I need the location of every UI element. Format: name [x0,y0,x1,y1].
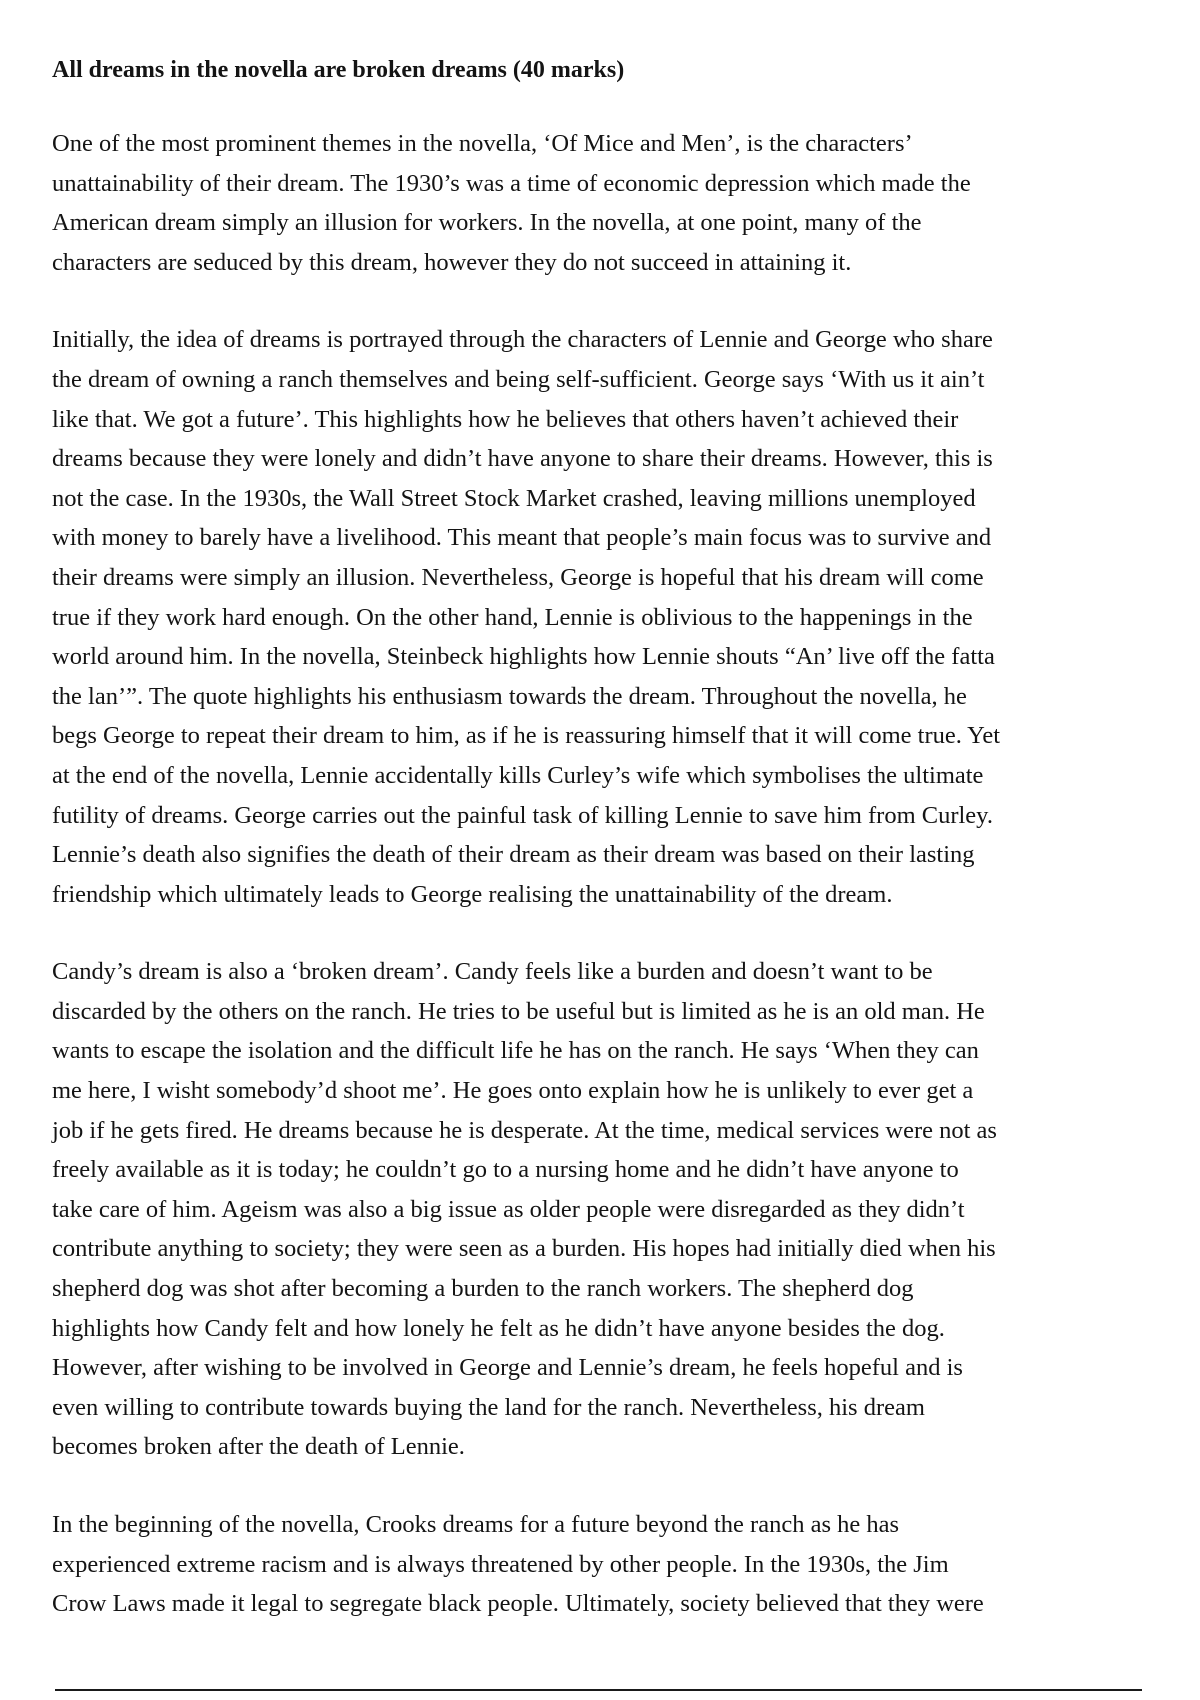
text-line: the dream of owning a ranch themselves and being self-sufficient. George says ‘With us it ain’t [52,365,985,393]
text-line: take care of him. Ageism was also a big issue as older people were disregarded as they didn’t [52,1195,965,1223]
paragraph-candy [52,952,1157,1467]
text-line: In the beginning of the novella, Crooks dreams for a future beyond the ranch as he has [52,1511,900,1538]
text-line: experienced extreme racism and is always threatened by other people. In the 1930s, the Jim [52,1550,949,1578]
text-line: begs George to repeat their dream to him, as if he is reassuring himself that it will come true. Yet [52,722,1001,750]
essay-title: All dreams in the novella are broken dreams (40 marks) [52,57,625,83]
text-line: characters are seduced by this dream, however they do not succeed in attaining it. [52,248,852,276]
text-line: shepherd dog was shot after becoming a burden to the ranch workers. The shepherd dog [52,1275,914,1303]
text-line: the lan’”. The quote highlights his enthusiasm towards the dream. Throughout the novella, he [52,682,967,710]
page-bottom-rule [55,1689,1142,1691]
text-line: Candy’s dream is also a ‘broken dream’. Candy feels like a burden and doesn’t want to be [52,958,933,986]
text-line: unattainability of their dream. The 1930’s was a time of economic depression which made the [52,169,971,197]
text-line: true if they work hard enough. On the other hand, Lennie is oblivious to the happenings in the [52,603,973,631]
text-line: job if he gets fired. He dreams because he is desperate. At the time, medical services were not as [52,1116,997,1144]
text-line: Initially, the idea of dreams is portrayed through the characters of Lennie and George who share [52,326,993,354]
text-line: world around him. In the novella, Steinbeck highlights how Lennie shouts “An’ live off the fatta [52,643,995,671]
text-line: even willing to contribute towards buying the land for the ranch. Nevertheless, his dream [52,1393,925,1421]
text-line: However, after wishing to be involved in George and Lennie’s dream, he feels hopeful and is [52,1354,963,1382]
text-line: contribute anything to society; they were seen as a burden. His hopes had initially died when his [52,1235,996,1263]
text-line: not the case. In the 1930s, the Wall Street Stock Market crashed, leaving millions unemployed [52,484,976,512]
text-line: freely available as it is today; he couldn’t go to a nursing home and he didn’t have anyone to [52,1156,959,1184]
text-line: like that. We got a future’. This highlights how he believes that others haven’t achieved their [52,405,959,433]
text-line: at the end of the novella, Lennie accidentally kills Curley’s wife which symbolises the ultimate [52,761,984,789]
text-line: Lennie’s death also signifies the death of their dream as their dream was based on their lasting [52,841,975,869]
text-line: becomes broken after the death of Lennie. [52,1433,465,1461]
paragraph-crooks [52,1505,1157,1624]
text-line: me here, I wisht somebody’d shoot me’. He goes onto explain how he is unlikely to ever get a [52,1077,974,1105]
text-line: discarded by the others on the ranch. He tries to be useful but is limited as he is an old man. He [52,997,985,1025]
text-line: American dream simply an illusion for workers. In the novella, at one point, many of the [52,209,922,237]
text-line: with money to barely have a livelihood. This meant that people’s main focus was to survive and [52,524,992,552]
text-line: highlights how Candy felt and how lonely he felt as he didn’t have anyone besides the dog. [52,1314,945,1342]
paragraph-lennie-george [52,320,1157,914]
paragraph-intro [52,124,1157,282]
text-line: their dreams were simply an illusion. Nevertheless, George is hopeful that his dream will come [52,563,984,591]
text-line: Crow Laws made it legal to segregate black people. Ultimately, society believed that they were [52,1590,984,1618]
text-line: One of the most prominent themes in the novella, ‘Of Mice and Men’, is the characters’ [52,130,913,157]
text-line: wants to escape the isolation and the difficult life he has on the ranch. He says ‘When they can [52,1037,979,1065]
text-line: friendship which ultimately leads to George realising the unattainability of the dream. [52,880,893,908]
text-line: dreams because they were lonely and didn’t have anyone to share their dreams. However, this is [52,445,993,473]
text-line: futility of dreams. George carries out the painful task of killing Lennie to save him from Curley. [52,801,993,829]
document-body [52,50,1157,1662]
